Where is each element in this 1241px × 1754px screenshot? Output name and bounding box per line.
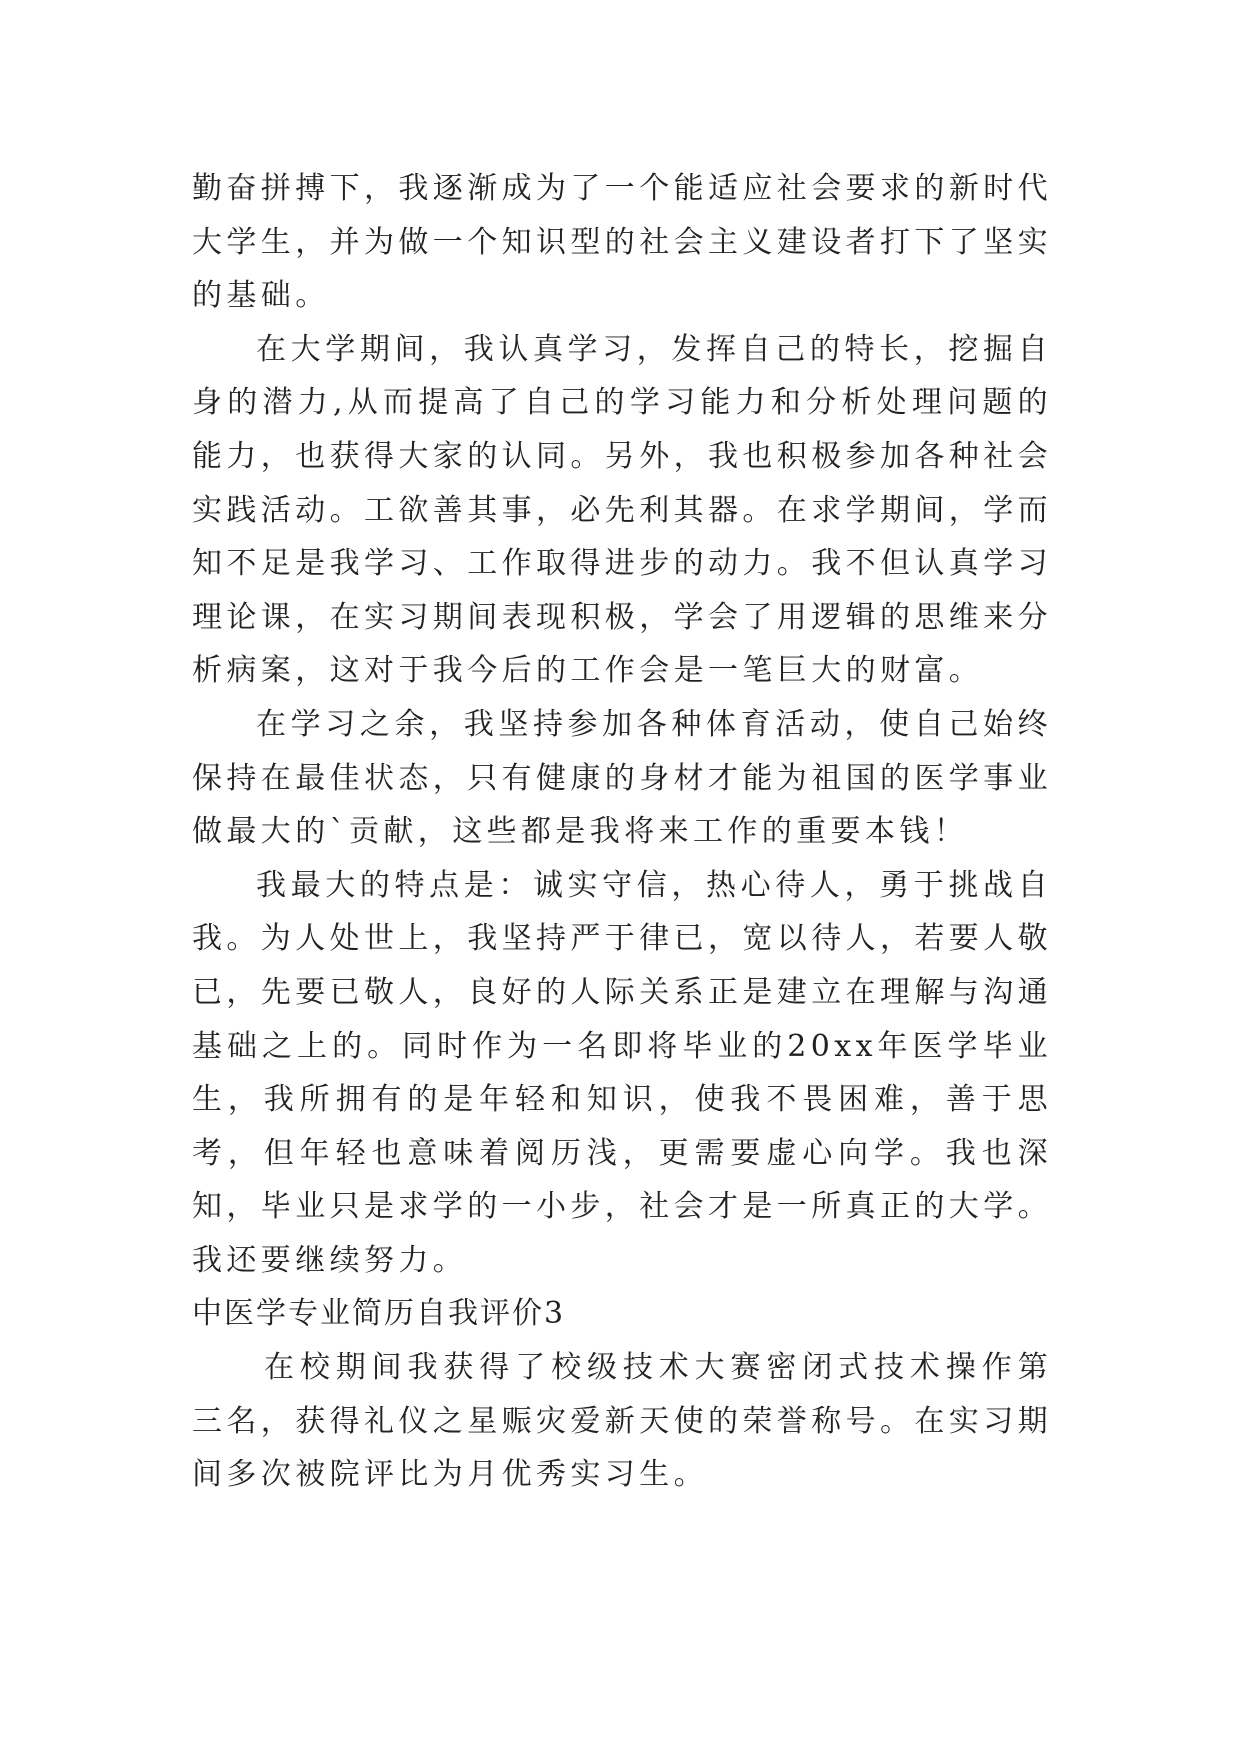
paragraph-continuation: 勤奋拼搏下，我逐渐成为了一个能适应社会要求的新时代大学生，并为做一个知识型的社会主义建设者打下了坚实的基础。: [192, 171, 1052, 314]
paragraph-character: 我最大的特点是：诚实守信，热心待人，勇于挑战自我。为人处世上，我坚持严于律已，宽以待人，若要人敬已，先要已敬人，良好的人际关系正是建立在理解与沟通基础之上的。同时作为一名即将毕业的20xx年医学毕业生，我所拥有的是年轻和知识，使我不畏困难，善于思考，但年轻也意味着阅历浅，更需要虚心向学。我也深知，毕业只是求学的一小步，社会才是一所真正的大学。我还要继续努力。: [192, 867, 1052, 1278]
paragraph-study: 在大学期间，我认真学习，发挥自己的特长，挖掘自身的潜力,从而提高了自己的学习能力和分析处理问题的能力，也获得大家的认同。另外，我也积极参加各种社会实践活动。工欲善其事，必先利其器。在求学期间，学而知不足是我学习、工作取得进步的动力。我不但认真学习理论课，在实习期间表现积极，学会了用逻辑的思维来分析病案，这对于我今后的工作会是一笔巨大的财富。: [192, 331, 1052, 689]
paragraph-sports: 在学习之余，我坚持参加各种体育活动，使自己始终保持在最佳状态，只有健康的身材才能为祖国的医学事业做最大的`贡献，这些都是我将来工作的重要本钱！: [192, 706, 1052, 850]
document-body: [192, 162, 1052, 1502]
paragraph-awards: 在校期间我获得了校级技术大赛密闭式技术操作第三名，获得礼仪之星赈灾爱新天使的荣誉称号。在实习期间多次被院评比为月优秀实习生。: [192, 1350, 1052, 1493]
section-heading: 中医学专业简历自我评价3: [192, 1296, 566, 1332]
